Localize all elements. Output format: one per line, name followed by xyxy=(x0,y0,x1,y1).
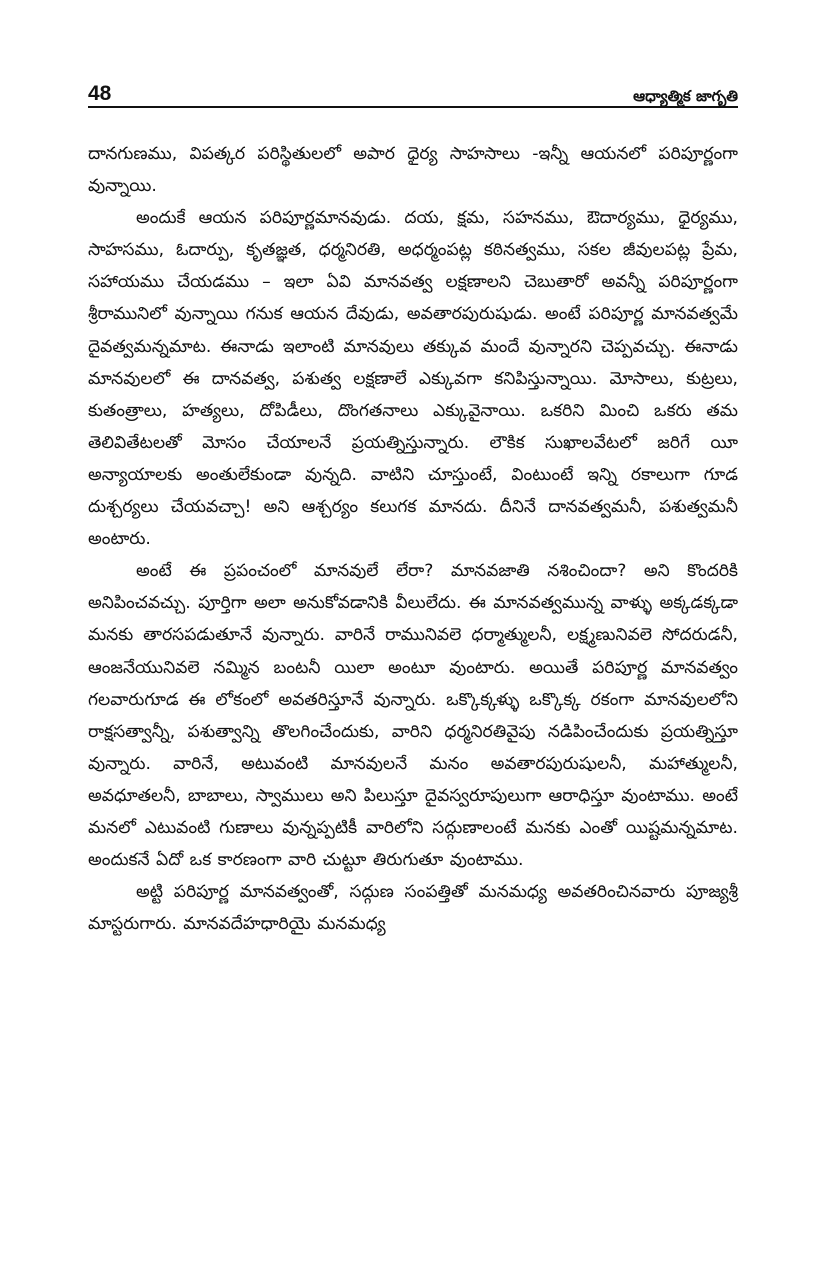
page-header xyxy=(88,70,738,108)
paragraph-1: దానగుణము, విపత్కర పరిస్థితులలో అపార ధైర్య సాహసాలు -ఇన్నీ ఆయనలో పరిపూర్ణంగా వున్నాయి. xyxy=(88,144,738,197)
running-title: ఆధ్యాత్మిక జాగృతి xyxy=(633,87,738,105)
book-page xyxy=(88,70,738,940)
paragraph-3: అంటే ఈ ప్రపంచంలో మానవులే లేరా? మానవజాతి నశించిందా? అని కొందరికి అనిపించవచ్చు. పూర్తిగా అలా అనుకోవడానికి వీలులేదు. ఈ మానవత్వమున్న వాళ్ళు అక్కడక్కడా మనకు తారసపడుతూనే వున్నారు. వారినే రామునివలె ధర్మాత్ములనీ, లక్ష్మణునివలె సోదరుడనీ, ఆంజనేయునివలె నమ్మిన బంటనీ యిలా అంటూ వుంటారు. అయితే పరిపూర్ణ మానవత్వం గలవారుగూడ ఈ లోకంలో అవతరిస్తూనే వున్నారు. ఒక్కొక్కళ్ళు ఒక్కొక్క రకంగా మానవులలోని రాక్షసత్వాన్నీ, పశుత్వాన్ని తొలగించేందుకు, వారిని ధర్మనిరతివైపు నడిపించేందుకు ప్రయత్నిస్తూ వున్నారు. వారినే, అటువంటి మానవులనే మనం అవతారపురుషులనీ, మహాత్ములనీ, అవధూతలనీ, బాబాలు, స్వాములు అని పిలుస్తూ దైవస్వరూపులుగా ఆరాధిస్తూ వుంటాము. అంటే మనలో ఎటువంటి గుణాలు వున్నప్పటికీ వారిలోని సద్గుణాలంటే మనకు ఎంతో యిష్టమన్నమాట. అందుకనే ఏదో ఒక కారణంగా వారి చుట్టూ తిరుగుతూ వుంటాము. xyxy=(88,561,738,871)
paragraph-4: అట్టి పరిపూర్ణ మానవత్వంతో, సద్గుణ సంపత్తితో మనమధ్య అవతరించినవారు పూజ్యశ్రీ మాస్టరుగారు. మానవదేహధారియై మనమధ్య xyxy=(88,882,738,935)
body-text xyxy=(88,138,738,940)
page-number: 48 xyxy=(88,82,112,105)
paragraph-2: అందుకే ఆయన పరిపూర్ణమానవుడు. దయ, క్షమ, సహనము, ఔదార్యము, ధైర్యము, సాహసము, ఓదార్పు, కృతజ్ఞత, ధర్మనిరతి, అధర్మంపట్ల కఠినత్వము, సకల జీవులపట్ల ప్రేమ, సహాయము చేయడము – ఇలా ఏవి మానవత్వ లక్షణాలని చెబుతారో అవన్నీ పరిపూర్ణంగా శ్రీరామునిలో వున్నాయి గనుక ఆయన దేవుడు, అవతారపురుషుడు. అంటే పరిపూర్ణ మానవత్వమే దైవత్వమన్నమాట. ఈనాడు ఇలాంటి మానవులు తక్కువ మందే వున్నారని చెప్పవచ్చు. ఈనాడు మానవులలో ఈ దానవత్వ, పశుత్వ లక్షణాలే ఎక్కువగా కనిపిస్తున్నాయి. మోసాలు, కుట్రలు, కుతంత్రాలు, హత్యలు, దోపిడీలు, దొంగతనాలు ఎక్కువైనాయి. ఒకరిని మించి ఒకరు తమ తెలివితేటలతో మోసం చేయాలనే ప్రయత్నిస్తున్నారు. లౌకిక సుఖాలవేటలో జరిగే యీ అన్యాయాలకు అంతులేకుండా వున్నది. వాటిని చూస్తుంటే, వింటుంటే ఇన్ని రకాలుగా గూడ దుశ్చర్యలు చేయవచ్చా! అని ఆశ్చర్యం కలుగక మానదు. దీనినే దానవత్వమనీ, పశుత్వమనీ అంటారు. xyxy=(88,208,738,550)
